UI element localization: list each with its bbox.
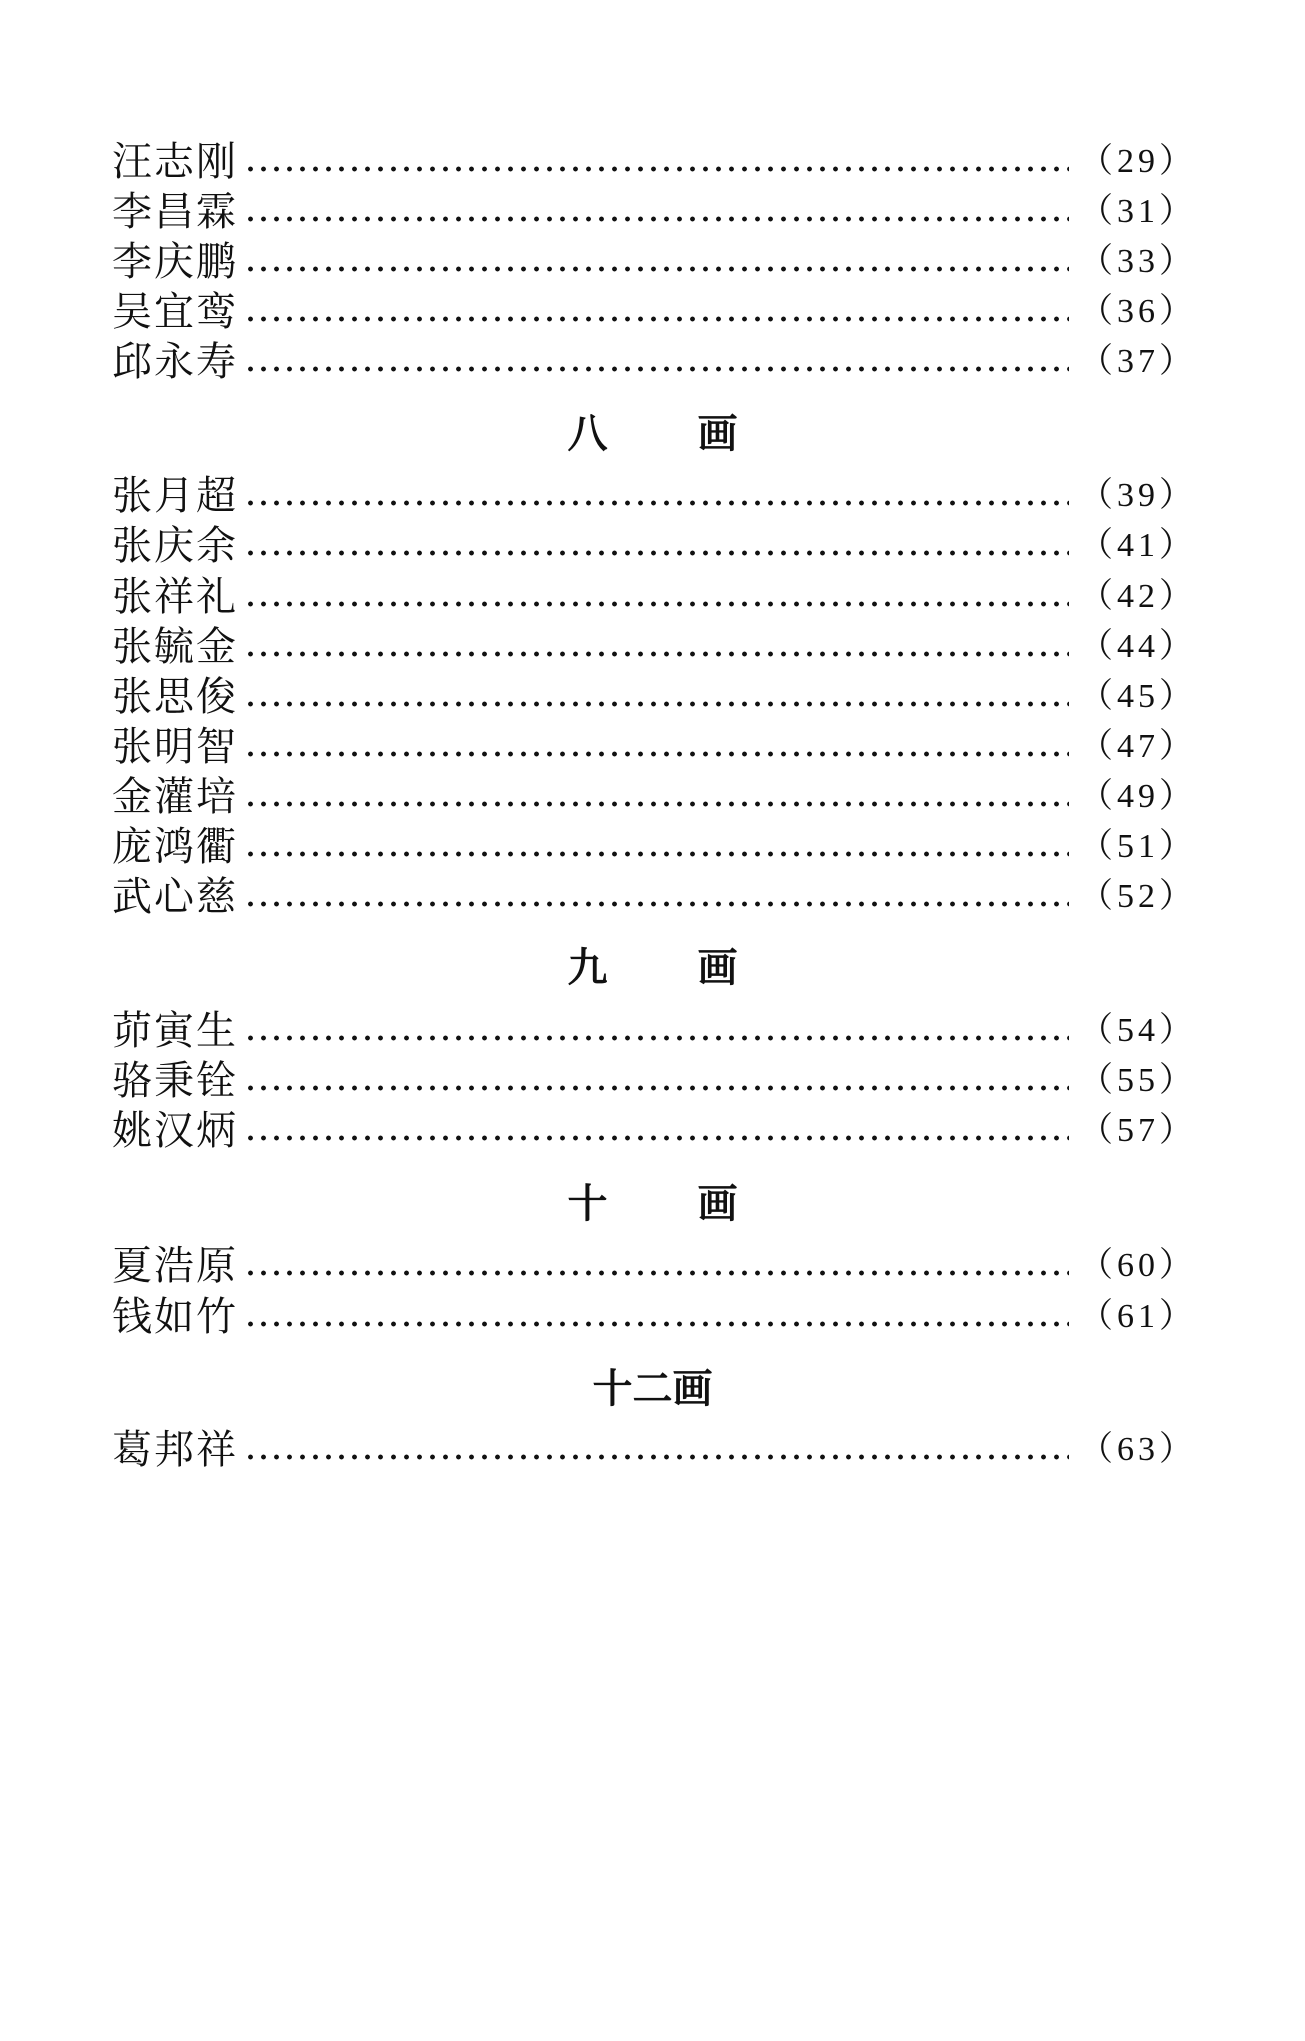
entry-name: 姚汉炳: [112, 1108, 238, 1154]
heading-numeral: 九: [567, 943, 608, 991]
toc-entry: [112, 286, 1197, 338]
dot-leader: [244, 601, 1069, 607]
entry-page-number: （44）: [1079, 628, 1197, 665]
dot-leader: [244, 1321, 1069, 1327]
dot-leader: [244, 651, 1069, 657]
entry-name: 钱如竹: [112, 1294, 238, 1340]
entry-page-number: （41）: [1079, 527, 1197, 564]
entry-page-number: （49）: [1079, 778, 1197, 815]
toc-entry: [112, 236, 1197, 288]
heading-stroke-label: 画: [697, 1179, 738, 1227]
dot-leader: [244, 1454, 1069, 1460]
toc-entry: [112, 571, 1197, 623]
dot-leader: [244, 500, 1069, 506]
section-heading: [0, 1357, 1305, 1413]
entry-page-number: （29）: [1079, 143, 1197, 180]
heading-numeral: 八: [567, 409, 608, 457]
toc-entry: [112, 721, 1197, 773]
entry-page-number: （63）: [1079, 1431, 1197, 1468]
entry-page-number: （61）: [1079, 1298, 1197, 1335]
entry-page-number: （42）: [1079, 578, 1197, 615]
entry-name: 李昌霖: [112, 189, 238, 235]
dot-leader: [244, 550, 1069, 556]
section-heading: [0, 936, 1305, 992]
dot-leader: [244, 851, 1069, 857]
entry-name: 邱永寿: [112, 339, 238, 385]
entry-name: 骆秉铨: [112, 1058, 238, 1104]
dot-leader: [244, 751, 1069, 757]
heading-stroke-label: 画: [697, 409, 738, 457]
dot-leader: [244, 366, 1069, 372]
dot-leader: [244, 1035, 1069, 1041]
entry-name: 张月超: [112, 473, 238, 519]
toc-entry: [112, 1005, 1197, 1057]
entry-page-number: （33）: [1079, 243, 1197, 280]
entry-name: 张祥礼: [112, 574, 238, 620]
entry-page-number: （57）: [1079, 1112, 1197, 1149]
dot-leader: [244, 901, 1069, 907]
dot-leader: [244, 1270, 1069, 1276]
heading-numeral: 十二画: [592, 1364, 713, 1412]
toc-entry: [112, 1291, 1197, 1343]
entry-name: 吴宜鸾: [112, 289, 238, 335]
dot-leader: [244, 166, 1069, 172]
dot-leader: [244, 1085, 1069, 1091]
section-heading: [0, 1172, 1305, 1228]
entry-name: 张思俊: [112, 674, 238, 720]
toc-entry: [112, 470, 1197, 522]
entry-page-number: （39）: [1079, 477, 1197, 514]
toc-entry: [112, 336, 1197, 388]
entry-name: 汪志刚: [112, 139, 238, 185]
entry-name: 茆寅生: [112, 1008, 238, 1054]
toc-entry: [112, 621, 1197, 673]
heading-numeral: 十: [567, 1179, 608, 1227]
entry-page-number: （45）: [1079, 678, 1197, 715]
toc-entry: [112, 821, 1197, 873]
entry-name: 葛邦祥: [112, 1427, 238, 1473]
entry-page-number: （37）: [1079, 343, 1197, 380]
dot-leader: [244, 266, 1069, 272]
entry-page-number: （52）: [1079, 878, 1197, 915]
dot-leader: [244, 801, 1069, 807]
toc-entry: [112, 771, 1197, 823]
toc-entry: [112, 1105, 1197, 1157]
entry-page-number: （55）: [1079, 1062, 1197, 1099]
dot-leader: [244, 216, 1069, 222]
toc-entry: [112, 1055, 1197, 1107]
entry-name: 张毓金: [112, 624, 238, 670]
entry-page-number: （60）: [1079, 1247, 1197, 1284]
toc-entry: [112, 136, 1197, 188]
toc-entry: [112, 871, 1197, 923]
entry-name: 张明智: [112, 724, 238, 770]
toc-entry: [112, 1424, 1197, 1476]
entry-page-number: （36）: [1079, 293, 1197, 330]
dot-leader: [244, 316, 1069, 322]
section-heading: [0, 402, 1305, 458]
entry-name: 李庆鹏: [112, 239, 238, 285]
entry-name: 武心慈: [112, 874, 238, 920]
entry-name: 张庆余: [112, 523, 238, 569]
entry-name: 夏浩原: [112, 1243, 238, 1289]
entry-page-number: （47）: [1079, 728, 1197, 765]
entry-page-number: （54）: [1079, 1012, 1197, 1049]
entry-name: 金灌培: [112, 774, 238, 820]
toc-entry: [112, 671, 1197, 723]
entry-page-number: （51）: [1079, 828, 1197, 865]
heading-stroke-label: 画: [697, 943, 738, 991]
dot-leader: [244, 1135, 1069, 1141]
dot-leader: [244, 701, 1069, 707]
toc-entry: [112, 520, 1197, 572]
toc-entry: [112, 1240, 1197, 1292]
entry-page-number: （31）: [1079, 193, 1197, 230]
entry-name: 庞鸿衢: [112, 824, 238, 870]
toc-entry: [112, 186, 1197, 238]
